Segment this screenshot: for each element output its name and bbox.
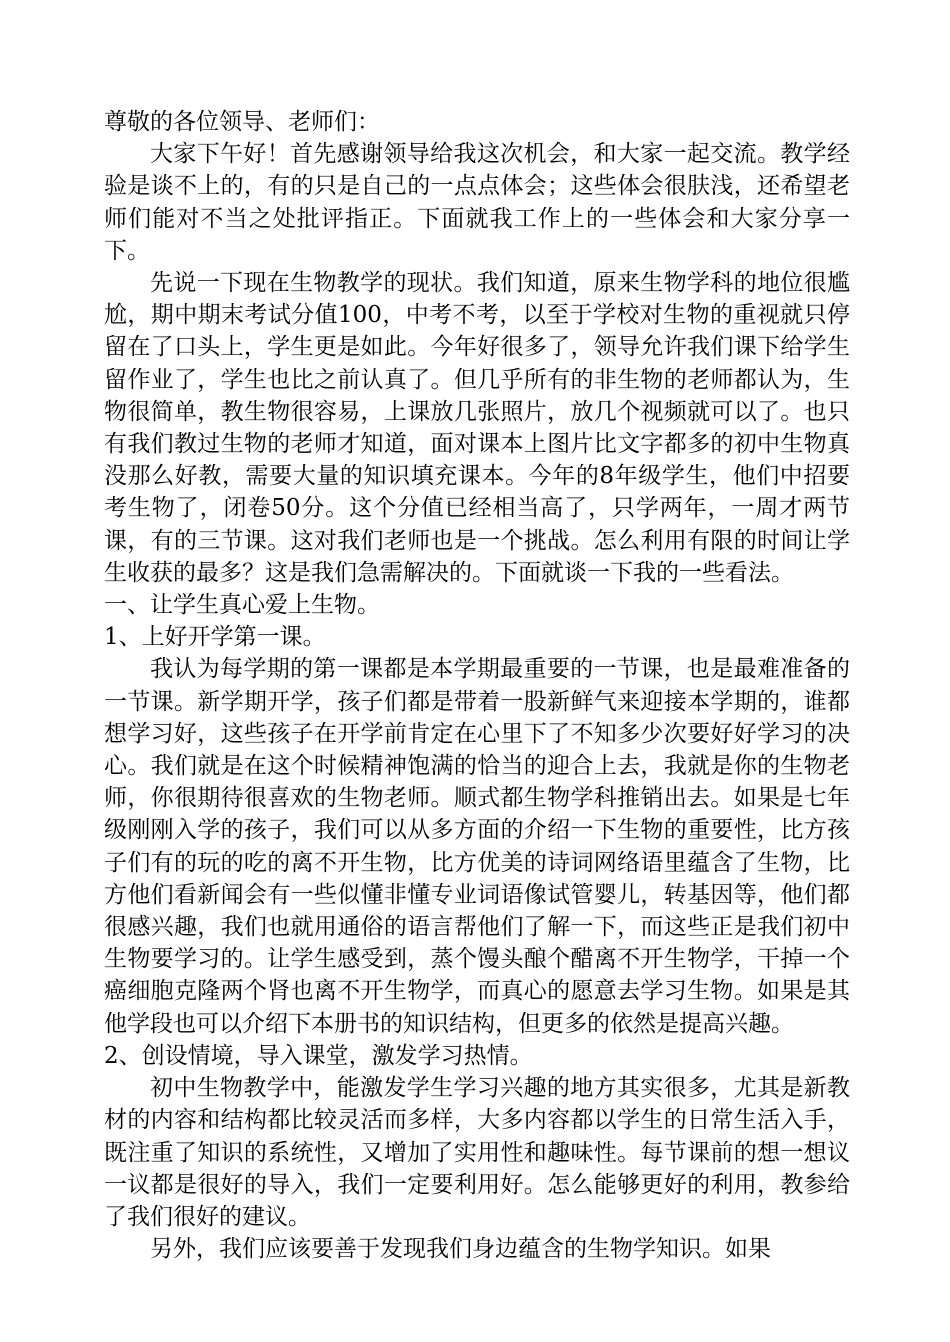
paragraph-first-lesson: 我认为每学期的第一课都是本学期最重要的一节课，也是最难准备的一节课。新学期开学，孩子们都是带着一股新鲜气来迎接本学期的，谁都想学习好，这些孩子在开学前肯定在心里下了不知多少次要好好学习的决心。我们就是在这个时候精神饱满的恰当的迎合上去，我就是你的生物老师，你很期待很喜欢的生物老师。顺式都生物学科推销出去。如果是七年级刚刚入学的孩子，我们可以从多方面的介绍一下生物的重要性，比方孩子们有的玩的吃的离不开生物，比方优美的诗词网络语里蕴含了生物，比方他们看新闻会有一些似懂非懂专业词语像试管婴儿，转基因等，他们都很感兴趣，我们也就用通俗的语言帮他们了解一下，而这些正是我们初中生物要学习的。让学生感受到，蒸个馒头酿个醋离不开生物学，干掉一个癌细胞克隆两个肾也离不开生物学，而真心的愿意去学习生物。如果是其他学段也可以介绍下本册书的知识结构，但更多的依然是提高兴趣。: [104, 656, 850, 1037]
paragraph-classroom-intro: 初中生物教学中，能激发学生学习兴趣的地方其实很多，尤其是新教材的内容和结构都比较灵活而多样，大多内容都以学生的日常生活入手，既注重了知识的系统性，又增加了实用性和趣味性。每节课前的想一想议一议都是很好的导入，我们一定要利用好。怎么能够更好的利用，教参给了我们很好的建议。: [104, 1075, 850, 1230]
document-page: [104, 106, 850, 1265]
subsection-heading-1-1: 1、上好开学第一课。: [104, 624, 326, 651]
paragraph-everyday-biology: 另外，我们应该要善于发现我们身边蕴含的生物学知识。如果: [150, 1236, 771, 1263]
section-heading-1: 一、让学生真心爱上生物。: [104, 592, 380, 619]
greeting-line: 尊敬的各位领导、老师们：: [104, 109, 380, 135]
paragraph-current-status: 先说一下现在生物教学的现状。我们知道，原来生物学科的地位很尴尬，期中期末考试分值100，中考不考，以至于学校对生物的重视就只停留在了口头上，学生更是如此。今年好很多了，领导允许我们课下给学生留作业了，学生也比之前认真了。但几乎所有的非生物的老师都认为，生物很简单，教生物很容易，上课放几张照片，放几个视频就可以了。也只有我们教过生物的老师才知道，面对课本上图片比文字都多的初中生物真没那么好教，需要大量的知识填充课本。今年的8年级学生，他们中招要考生物了，闭卷50分。这个分值已经相当高了，只学两年，一周才两节课，有的三节课。这对我们老师也是一个挑战。怎么利用有限的时间让学生收获的最多？这是我们急需解决的。下面就谈一下我的一些看法。: [104, 270, 850, 586]
subsection-heading-1-2: 2、创设情境，导入课堂，激发学习热情。: [104, 1042, 533, 1069]
paragraph-opening: 大家下午好！首先感谢领导给我这次机会，和大家一起交流。教学经验是谈不上的，有的只是自己的一点点体会；这些体会很肤浅，还希望老师们能对不当之处批评指正。下面就我工作上的一些体会和大家分享一下。: [104, 141, 850, 264]
